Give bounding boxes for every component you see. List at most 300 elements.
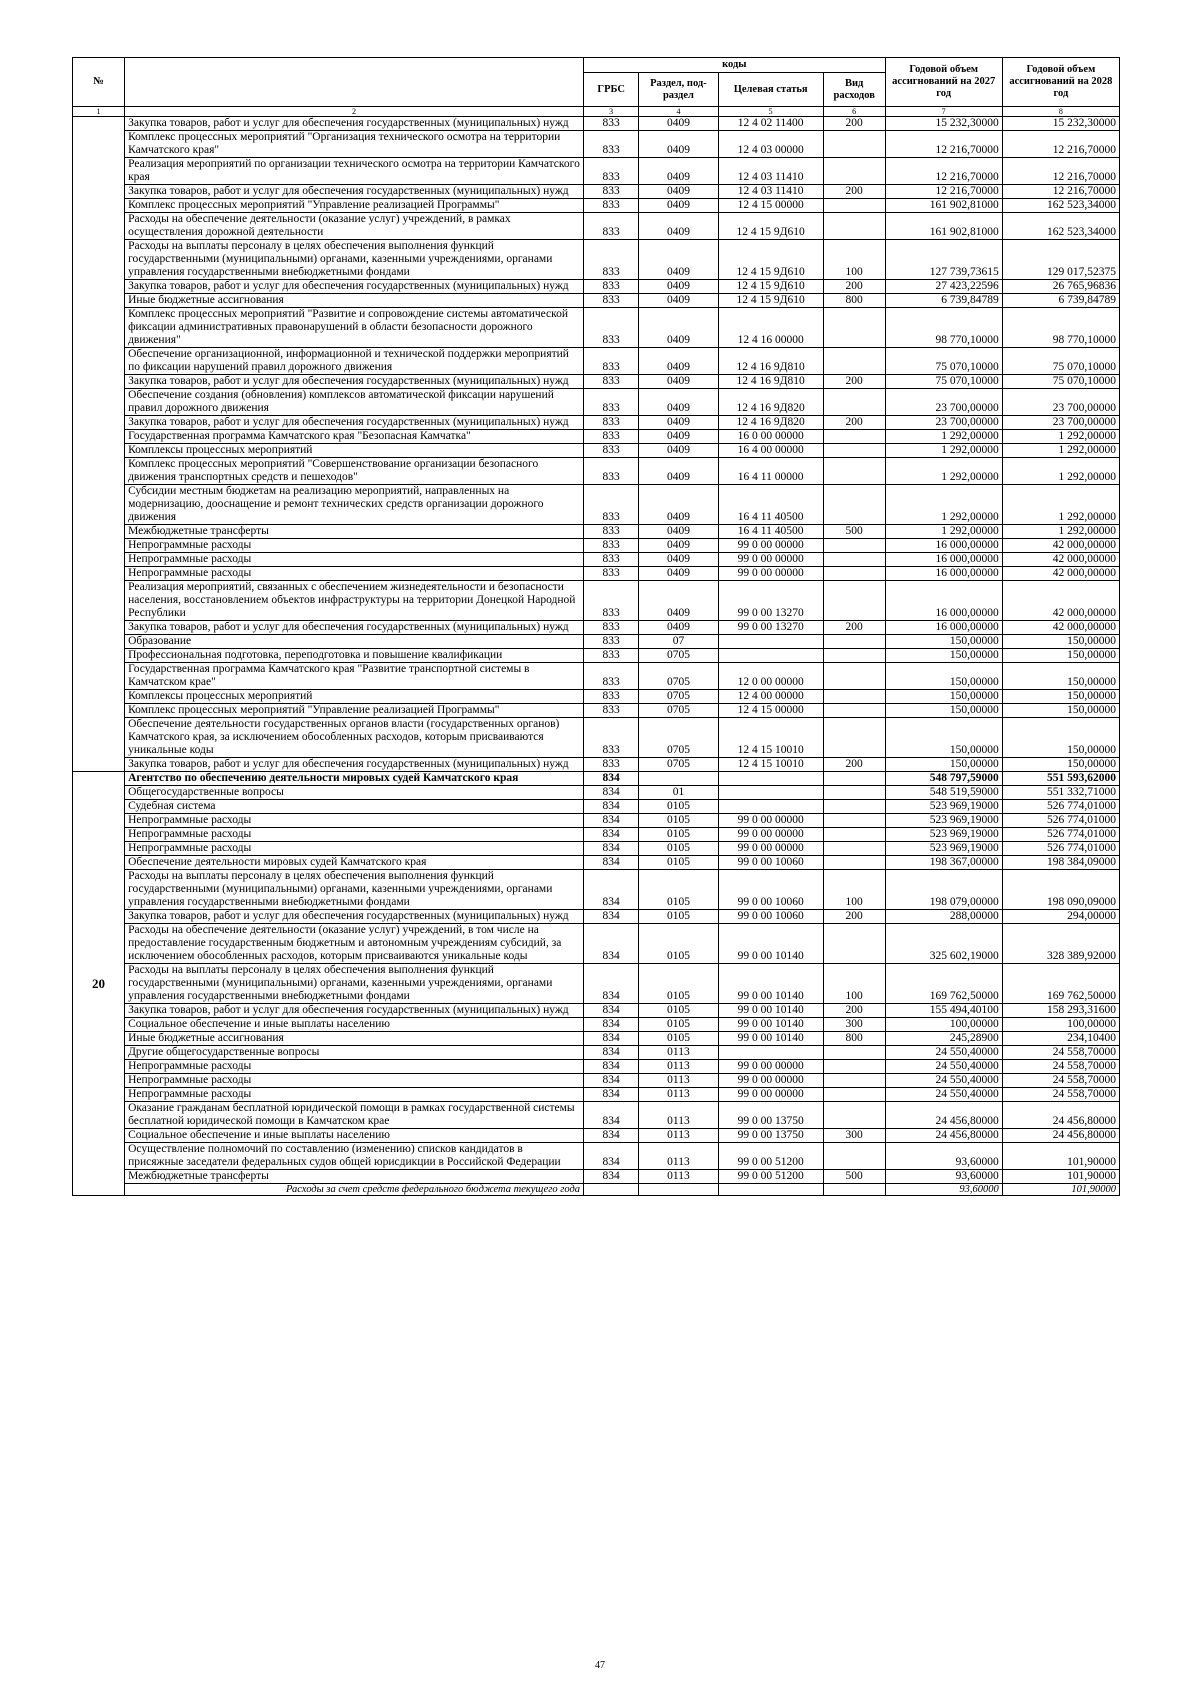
table-row xyxy=(73,1032,1120,1046)
header-grbs: ГРБС xyxy=(584,73,639,107)
row-vr: 200 xyxy=(823,758,885,772)
row-section: 0409 xyxy=(639,294,718,308)
row-vr xyxy=(823,553,885,567)
row-grbs: 834 xyxy=(584,910,639,924)
row-name: Расходы на выплаты персоналу в целях обеспечения выполнения функций государственными (муниципальными) органами, казенными учреждениями, органами управления государственными внебюджетными фондами xyxy=(125,870,584,910)
row-section: 0409 xyxy=(639,375,718,389)
row-grbs: 833 xyxy=(584,458,639,485)
row-y2027: 24 456,80000 xyxy=(885,1102,1002,1129)
row-target: 12 4 16 9Д820 xyxy=(718,389,823,416)
row-target: 99 0 00 00000 xyxy=(718,842,823,856)
row-grbs: 834 xyxy=(584,842,639,856)
table-row xyxy=(73,1102,1120,1129)
row-target: 99 0 00 10060 xyxy=(718,856,823,870)
row-y2027: 548 797,59000 xyxy=(885,772,1002,786)
row-grbs: 833 xyxy=(584,718,639,758)
row-y2028: 198 090,09000 xyxy=(1002,870,1119,910)
row-vr: 300 xyxy=(823,1129,885,1143)
row-grbs: 834 xyxy=(584,1032,639,1046)
row-y2028: 150,00000 xyxy=(1002,718,1119,758)
row-y2027: 161 902,81000 xyxy=(885,213,1002,240)
row-y2028: 526 774,01000 xyxy=(1002,814,1119,828)
row-grbs: 834 xyxy=(584,1004,639,1018)
row-section: 0105 xyxy=(639,828,718,842)
row-section: 0105 xyxy=(639,964,718,1004)
row-section: 0705 xyxy=(639,718,718,758)
row-vr xyxy=(823,1184,885,1196)
row-target: 12 4 16 9Д810 xyxy=(718,348,823,375)
table-row xyxy=(73,1018,1120,1032)
row-y2028: 42 000,00000 xyxy=(1002,621,1119,635)
header-target: Целевая статья xyxy=(718,73,823,107)
row-grbs: 834 xyxy=(584,924,639,964)
row-name: Социальное обеспечение и иные выплаты населению xyxy=(125,1129,584,1143)
row-y2028: 24 558,70000 xyxy=(1002,1074,1119,1088)
row-name: Обеспечение создания (обновления) комплексов автоматической фиксации нарушений правил дорожного движения xyxy=(125,389,584,416)
table-row xyxy=(73,280,1120,294)
table-row xyxy=(73,772,1120,786)
row-y2028: 101,90000 xyxy=(1002,1170,1119,1184)
column-number-row xyxy=(73,107,1120,117)
row-grbs: 833 xyxy=(584,525,639,539)
row-y2028: 101,90000 xyxy=(1002,1143,1119,1170)
table-row xyxy=(73,581,1120,621)
table-row xyxy=(73,1184,1120,1196)
row-vr xyxy=(823,444,885,458)
row-section: 0113 xyxy=(639,1170,718,1184)
table-row xyxy=(73,924,1120,964)
row-section: 0705 xyxy=(639,704,718,718)
row-name: Социальное обеспечение и иные выплаты населению xyxy=(125,1018,584,1032)
row-vr xyxy=(823,814,885,828)
row-y2028: 101,90000 xyxy=(1002,1184,1119,1196)
col-number: 2 xyxy=(125,107,584,117)
table-row xyxy=(73,199,1120,213)
row-y2028: 24 558,70000 xyxy=(1002,1088,1119,1102)
table-row xyxy=(73,158,1120,185)
row-y2027: 24 456,80000 xyxy=(885,1129,1002,1143)
row-y2028: 150,00000 xyxy=(1002,690,1119,704)
row-vr xyxy=(823,389,885,416)
table-row xyxy=(73,663,1120,690)
row-section: 0409 xyxy=(639,539,718,553)
row-y2028: 98 770,10000 xyxy=(1002,308,1119,348)
row-y2028: 12 216,70000 xyxy=(1002,158,1119,185)
row-y2028: 75 070,10000 xyxy=(1002,348,1119,375)
row-name: Непрограммные расходы xyxy=(125,842,584,856)
row-y2027: 93,60000 xyxy=(885,1184,1002,1196)
row-vr xyxy=(823,131,885,158)
row-vr xyxy=(823,704,885,718)
row-vr: 200 xyxy=(823,185,885,199)
row-y2027: 6 739,84789 xyxy=(885,294,1002,308)
row-section: 0409 xyxy=(639,458,718,485)
row-grbs: 834 xyxy=(584,1129,639,1143)
row-vr xyxy=(823,1102,885,1129)
row-y2027: 12 216,70000 xyxy=(885,131,1002,158)
row-vr xyxy=(823,581,885,621)
row-y2028: 1 292,00000 xyxy=(1002,458,1119,485)
row-target: 99 0 00 10140 xyxy=(718,924,823,964)
row-y2028: 150,00000 xyxy=(1002,635,1119,649)
row-y2028: 162 523,34000 xyxy=(1002,199,1119,213)
table-row xyxy=(73,525,1120,539)
row-grbs: 833 xyxy=(584,308,639,348)
table-row xyxy=(73,185,1120,199)
row-section: 0705 xyxy=(639,758,718,772)
row-grbs: 834 xyxy=(584,856,639,870)
table-row xyxy=(73,539,1120,553)
row-vr xyxy=(823,718,885,758)
col-number: 1 xyxy=(73,107,125,117)
row-grbs: 833 xyxy=(584,416,639,430)
row-grbs: 833 xyxy=(584,635,639,649)
row-grbs: 834 xyxy=(584,870,639,910)
row-vr xyxy=(823,663,885,690)
row-section: 0409 xyxy=(639,348,718,375)
row-y2027: 24 550,40000 xyxy=(885,1060,1002,1074)
row-section: 0105 xyxy=(639,814,718,828)
row-y2027: 1 292,00000 xyxy=(885,485,1002,525)
row-name: Комплекс процессных мероприятий "Совершенствование организации безопасного движения транспортных средств и пешеходов" xyxy=(125,458,584,485)
table-row xyxy=(73,131,1120,158)
row-section: 0409 xyxy=(639,280,718,294)
row-vr xyxy=(823,567,885,581)
row-name: Агентство по обеспечению деятельности мировых судей Камчатского края xyxy=(125,772,584,786)
row-section: 0113 xyxy=(639,1143,718,1170)
row-target: 99 0 00 00000 xyxy=(718,567,823,581)
table-row xyxy=(73,294,1120,308)
row-grbs: 834 xyxy=(584,1060,639,1074)
row-target: 99 0 00 13750 xyxy=(718,1102,823,1129)
row-target: 12 4 15 9Д610 xyxy=(718,280,823,294)
row-section: 0105 xyxy=(639,856,718,870)
row-name: Непрограммные расходы xyxy=(125,814,584,828)
row-name: Межбюджетные трансферты xyxy=(125,525,584,539)
table-row xyxy=(73,842,1120,856)
header-y2028: Годовой объем ассигнований на 2028 год xyxy=(1002,58,1119,107)
row-y2028: 526 774,01000 xyxy=(1002,842,1119,856)
row-y2027: 75 070,10000 xyxy=(885,375,1002,389)
row-y2027: 16 000,00000 xyxy=(885,567,1002,581)
row-grbs: 834 xyxy=(584,1088,639,1102)
row-target: 12 4 15 9Д610 xyxy=(718,213,823,240)
row-y2028: 169 762,50000 xyxy=(1002,964,1119,1004)
row-y2027: 245,28900 xyxy=(885,1032,1002,1046)
row-y2027: 150,00000 xyxy=(885,718,1002,758)
table-row xyxy=(73,117,1120,131)
row-target: 16 4 00 00000 xyxy=(718,444,823,458)
row-y2027: 16 000,00000 xyxy=(885,621,1002,635)
row-y2028: 551 593,62000 xyxy=(1002,772,1119,786)
row-y2028: 42 000,00000 xyxy=(1002,581,1119,621)
row-y2028: 129 017,52375 xyxy=(1002,240,1119,280)
table-row xyxy=(73,553,1120,567)
row-section: 01 xyxy=(639,786,718,800)
row-name: Образование xyxy=(125,635,584,649)
table-row xyxy=(73,389,1120,416)
row-target: 99 0 00 10060 xyxy=(718,910,823,924)
row-section: 0409 xyxy=(639,485,718,525)
row-grbs: 833 xyxy=(584,621,639,635)
row-vr xyxy=(823,348,885,375)
row-target: 12 0 00 00000 xyxy=(718,663,823,690)
row-target: 12 4 03 00000 xyxy=(718,131,823,158)
row-target: 12 4 03 11410 xyxy=(718,158,823,185)
row-target: 99 0 00 00000 xyxy=(718,1088,823,1102)
row-section: 0409 xyxy=(639,117,718,131)
row-name: Обеспечение организационной, информационной и технической поддержки мероприятий по фиксации нарушений правил дорожного движения xyxy=(125,348,584,375)
budget-table xyxy=(72,57,1120,1196)
row-section: 0705 xyxy=(639,649,718,663)
row-grbs: 833 xyxy=(584,553,639,567)
row-name: Реализация мероприятий по организации технического осмотра на территории Камчатского края xyxy=(125,158,584,185)
row-y2027: 93,60000 xyxy=(885,1170,1002,1184)
table-row xyxy=(73,375,1120,389)
row-name: Оказание гражданам бесплатной юридической помощи в рамках государственной системы бесплатной юридической помощи в Камчатском крае xyxy=(125,1102,584,1129)
row-grbs: 833 xyxy=(584,690,639,704)
row-y2028: 23 700,00000 xyxy=(1002,389,1119,416)
table-row xyxy=(73,1129,1120,1143)
row-vr: 200 xyxy=(823,117,885,131)
row-section: 0409 xyxy=(639,567,718,581)
row-vr xyxy=(823,635,885,649)
row-name: Непрограммные расходы xyxy=(125,1060,584,1074)
row-y2028: 12 216,70000 xyxy=(1002,131,1119,158)
row-name: Профессиональная подготовка, переподготовка и повышение квалификации xyxy=(125,649,584,663)
row-target: 99 0 00 13270 xyxy=(718,621,823,635)
row-section: 0105 xyxy=(639,870,718,910)
row-vr xyxy=(823,539,885,553)
row-y2027: 15 232,30000 xyxy=(885,117,1002,131)
table-row xyxy=(73,1060,1120,1074)
table-row xyxy=(73,240,1120,280)
row-y2027: 93,60000 xyxy=(885,1143,1002,1170)
row-y2028: 1 292,00000 xyxy=(1002,444,1119,458)
row-grbs: 833 xyxy=(584,213,639,240)
table-row xyxy=(73,828,1120,842)
row-target: 16 0 00 00000 xyxy=(718,430,823,444)
table-row xyxy=(73,1143,1120,1170)
row-section: 0705 xyxy=(639,663,718,690)
row-y2027: 523 969,19000 xyxy=(885,842,1002,856)
row-y2027: 150,00000 xyxy=(885,663,1002,690)
row-name: Комплексы процессных мероприятий xyxy=(125,690,584,704)
row-section: 0105 xyxy=(639,1004,718,1018)
header-num: № xyxy=(73,58,125,107)
table-row xyxy=(73,416,1120,430)
row-name: Субсидии местным бюджетам на реализацию мероприятий, направленных на модернизацию, дооснащение и ремонт технических средств организации дорожного движения xyxy=(125,485,584,525)
row-y2028: 328 389,92000 xyxy=(1002,924,1119,964)
row-target: 99 0 00 13750 xyxy=(718,1129,823,1143)
row-section: 0113 xyxy=(639,1060,718,1074)
row-grbs: 834 xyxy=(584,828,639,842)
table-row xyxy=(73,1074,1120,1088)
row-grbs: 834 xyxy=(584,800,639,814)
col-number: 3 xyxy=(584,107,639,117)
row-name: Расходы на выплаты персоналу в целях обеспечения выполнения функций государственными (муниципальными) органами, казенными учреждениями, органами управления государственными внебюджетными фондами xyxy=(125,240,584,280)
row-section: 0409 xyxy=(639,621,718,635)
row-y2027: 523 969,19000 xyxy=(885,828,1002,842)
row-y2028: 150,00000 xyxy=(1002,704,1119,718)
table-row xyxy=(73,430,1120,444)
row-target: 99 0 00 51200 xyxy=(718,1143,823,1170)
row-y2028: 162 523,34000 xyxy=(1002,213,1119,240)
row-y2027: 16 000,00000 xyxy=(885,553,1002,567)
row-grbs: 834 xyxy=(584,814,639,828)
row-name: Расходы за счет средств федерального бюджета текущего года xyxy=(125,1184,584,1196)
row-name: Закупка товаров, работ и услуг для обеспечения государственных (муниципальных) нужд xyxy=(125,117,584,131)
row-target: 99 0 00 51200 xyxy=(718,1170,823,1184)
row-vr xyxy=(823,308,885,348)
row-target xyxy=(718,786,823,800)
row-y2028: 24 456,80000 xyxy=(1002,1129,1119,1143)
row-name: Непрограммные расходы xyxy=(125,828,584,842)
header-codes: коды xyxy=(584,58,886,73)
row-name: Государственная программа Камчатского края "Развитие транспортной системы в Камчатском крае" xyxy=(125,663,584,690)
row-y2027: 127 739,73615 xyxy=(885,240,1002,280)
row-y2027: 523 969,19000 xyxy=(885,814,1002,828)
row-name: Общегосударственные вопросы xyxy=(125,786,584,800)
row-y2027: 523 969,19000 xyxy=(885,800,1002,814)
row-grbs: 834 xyxy=(584,1074,639,1088)
row-grbs xyxy=(584,1184,639,1196)
row-y2028: 100,00000 xyxy=(1002,1018,1119,1032)
row-grbs: 833 xyxy=(584,567,639,581)
row-y2028: 15 232,30000 xyxy=(1002,117,1119,131)
table-row xyxy=(73,814,1120,828)
row-name: Непрограммные расходы xyxy=(125,1088,584,1102)
row-y2028: 158 293,31600 xyxy=(1002,1004,1119,1018)
row-name: Иные бюджетные ассигнования xyxy=(125,294,584,308)
row-y2028: 1 292,00000 xyxy=(1002,525,1119,539)
row-y2027: 100,00000 xyxy=(885,1018,1002,1032)
row-y2027: 288,00000 xyxy=(885,910,1002,924)
table-row xyxy=(73,485,1120,525)
row-grbs: 833 xyxy=(584,348,639,375)
row-section: 0105 xyxy=(639,910,718,924)
row-section: 0409 xyxy=(639,199,718,213)
row-y2027: 23 700,00000 xyxy=(885,416,1002,430)
page-number: 47 xyxy=(595,1660,605,1671)
row-y2027: 23 700,00000 xyxy=(885,389,1002,416)
row-y2028: 12 216,70000 xyxy=(1002,185,1119,199)
row-target: 99 0 00 00000 xyxy=(718,1074,823,1088)
row-section: 0409 xyxy=(639,158,718,185)
row-section: 0705 xyxy=(639,690,718,704)
row-grbs: 834 xyxy=(584,1170,639,1184)
row-y2028: 150,00000 xyxy=(1002,663,1119,690)
row-grbs: 834 xyxy=(584,772,639,786)
row-name: Осуществление полномочий по составлению (изменению) списков кандидатов в присяжные заседатели федеральных судов общей юрисдикции в Российской Федерации xyxy=(125,1143,584,1170)
row-vr: 200 xyxy=(823,280,885,294)
row-y2028: 526 774,01000 xyxy=(1002,800,1119,814)
row-y2027: 75 070,10000 xyxy=(885,348,1002,375)
row-y2028: 26 765,96836 xyxy=(1002,280,1119,294)
row-name: Непрограммные расходы xyxy=(125,553,584,567)
row-name: Обеспечение деятельности мировых судей Камчатского края xyxy=(125,856,584,870)
row-vr xyxy=(823,828,885,842)
row-section: 0105 xyxy=(639,842,718,856)
row-section: 0113 xyxy=(639,1102,718,1129)
row-section: 0409 xyxy=(639,308,718,348)
row-y2028: 42 000,00000 xyxy=(1002,553,1119,567)
row-y2027: 12 216,70000 xyxy=(885,158,1002,185)
row-y2028: 1 292,00000 xyxy=(1002,485,1119,525)
row-target xyxy=(718,635,823,649)
row-target: 99 0 00 00000 xyxy=(718,553,823,567)
row-grbs: 833 xyxy=(584,649,639,663)
table-row xyxy=(73,567,1120,581)
row-y2027: 24 550,40000 xyxy=(885,1074,1002,1088)
row-vr xyxy=(823,772,885,786)
table-row xyxy=(73,704,1120,718)
row-grbs: 834 xyxy=(584,1143,639,1170)
row-y2027: 1 292,00000 xyxy=(885,458,1002,485)
row-section: 0409 xyxy=(639,525,718,539)
row-grbs: 834 xyxy=(584,1102,639,1129)
row-vr: 300 xyxy=(823,1018,885,1032)
row-name: Закупка товаров, работ и услуг для обеспечения государственных (муниципальных) нужд xyxy=(125,375,584,389)
row-name: Закупка товаров, работ и услуг для обеспечения государственных (муниципальных) нужд xyxy=(125,621,584,635)
row-name: Комплекс процессных мероприятий "Организация технического осмотра на территории Камчатского края" xyxy=(125,131,584,158)
row-y2027: 150,00000 xyxy=(885,704,1002,718)
row-target xyxy=(718,649,823,663)
row-y2028: 1 292,00000 xyxy=(1002,430,1119,444)
row-vr xyxy=(823,430,885,444)
row-y2027: 150,00000 xyxy=(885,758,1002,772)
row-vr: 100 xyxy=(823,240,885,280)
row-vr xyxy=(823,786,885,800)
table-row xyxy=(73,649,1120,663)
row-number-cell: 20 xyxy=(73,772,125,1196)
col-number: 6 xyxy=(823,107,885,117)
row-target: 12 4 16 9Д820 xyxy=(718,416,823,430)
row-section: 0105 xyxy=(639,1018,718,1032)
row-vr: 500 xyxy=(823,525,885,539)
row-target: 12 4 02 11400 xyxy=(718,117,823,131)
row-grbs: 834 xyxy=(584,1046,639,1060)
row-target: 99 0 00 10140 xyxy=(718,1004,823,1018)
row-section: 0105 xyxy=(639,800,718,814)
row-y2028: 24 558,70000 xyxy=(1002,1046,1119,1060)
row-grbs: 833 xyxy=(584,389,639,416)
row-name: Расходы на обеспечение деятельности (оказание услуг) учреждений, в том числе на предоставление государственным бюджетным и автономным учреждениям субсидий, за исключением обособленных расходов, которым присваиваются уникальные коды xyxy=(125,924,584,964)
row-grbs: 833 xyxy=(584,581,639,621)
row-y2027: 16 000,00000 xyxy=(885,539,1002,553)
row-section: 0409 xyxy=(639,430,718,444)
row-vr: 200 xyxy=(823,375,885,389)
row-y2028: 24 558,70000 xyxy=(1002,1060,1119,1074)
row-vr xyxy=(823,924,885,964)
row-grbs: 834 xyxy=(584,786,639,800)
row-y2027: 150,00000 xyxy=(885,690,1002,704)
table-row xyxy=(73,444,1120,458)
row-vr xyxy=(823,842,885,856)
row-y2028: 150,00000 xyxy=(1002,649,1119,663)
row-target: 12 4 16 00000 xyxy=(718,308,823,348)
row-target: 99 0 00 00000 xyxy=(718,1060,823,1074)
row-y2027: 98 770,10000 xyxy=(885,308,1002,348)
row-vr: 800 xyxy=(823,1032,885,1046)
header-name xyxy=(125,58,584,107)
row-y2027: 24 550,40000 xyxy=(885,1088,1002,1102)
row-target: 16 4 11 00000 xyxy=(718,458,823,485)
table-row xyxy=(73,1170,1120,1184)
row-section: 0409 xyxy=(639,185,718,199)
row-name: Судебная система xyxy=(125,800,584,814)
col-number: 7 xyxy=(885,107,1002,117)
